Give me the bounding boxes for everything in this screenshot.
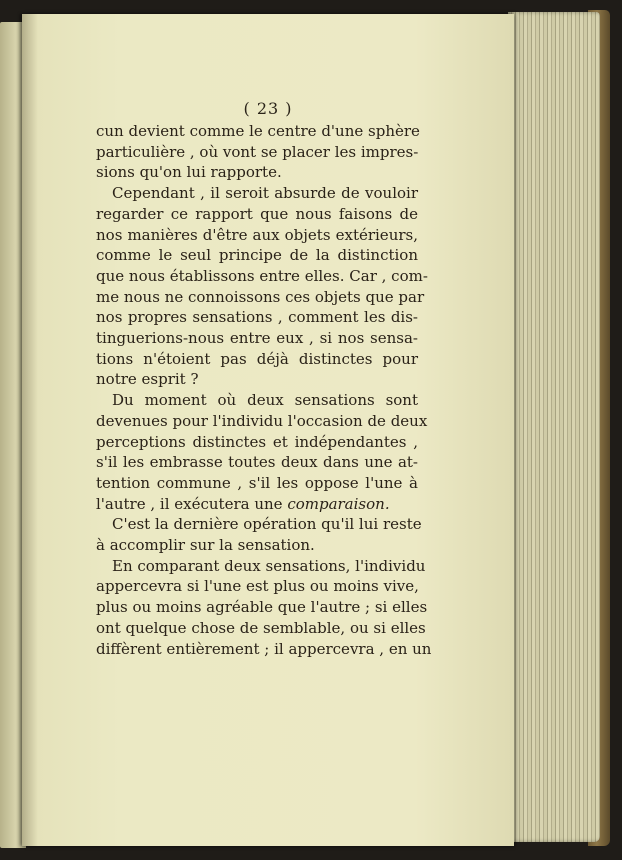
- body-text: [96, 121, 432, 659]
- text-line: à accomplir sur la sensation.: [96, 536, 315, 555]
- text-line: tinguerions-nous entre eux , si nos sensa-: [96, 329, 418, 348]
- text-line: ont quelque chose de semblable, ou si elles: [96, 618, 426, 637]
- book-page: [22, 14, 514, 846]
- text-line: plus ou moins agréable que l'autre ; si elles: [96, 598, 428, 617]
- text-line: C'est la dernière opération qu'il lui reste: [112, 515, 422, 534]
- text-line: s'il les embrasse toutes deux dans une at-: [96, 453, 418, 472]
- page-edges: [508, 12, 600, 842]
- text-line: devenues pour l'individu l'occasion de deux: [96, 411, 428, 430]
- text-line: [96, 494, 418, 515]
- text-line-plain: l'autre , il exécutera une: [96, 494, 283, 513]
- text-line: que nous établissons entre elles. Car , com-: [96, 266, 428, 285]
- text-line: nos manières d'être aux objets extérieurs,: [96, 225, 418, 244]
- text-line: En comparant deux sensations, l'individu: [112, 556, 426, 575]
- text-line: cun devient comme le centre d'une sphère: [96, 122, 420, 140]
- text-line: Cependant , il seroit absurde de vouloir: [112, 184, 418, 203]
- text-line: diffèrent entièrement ; il appercevra , en un: [96, 639, 432, 658]
- text-line: notre esprit ?: [96, 370, 199, 389]
- text-line: nos propres sensations , comment les dis-: [96, 308, 418, 327]
- page-gutter: [22, 14, 38, 846]
- text-line: me nous ne connoissons ces objets que par: [96, 287, 425, 306]
- text-line: Du moment où deux sensations sont: [112, 391, 418, 410]
- italic-term: comparaison.: [287, 494, 390, 513]
- text-line: tention commune , s'il les oppose l'une à: [96, 473, 418, 492]
- text-line: regarder ce rapport que nous faisons de: [96, 204, 418, 223]
- page-number: ( 23 ): [243, 99, 293, 118]
- text-line: particulière , où vont se placer les impres-: [96, 142, 419, 161]
- text-line: appercevra si l'une est plus ou moins vive,: [96, 577, 419, 596]
- text-line: comme le seul principe de la distinction: [96, 246, 418, 265]
- text-line: tions n'étoient pas déjà distinctes pour: [96, 349, 418, 368]
- text-line: perceptions distinctes et indépendantes ,: [96, 432, 418, 451]
- text-line: sions qu'on lui rapporte.: [96, 163, 282, 182]
